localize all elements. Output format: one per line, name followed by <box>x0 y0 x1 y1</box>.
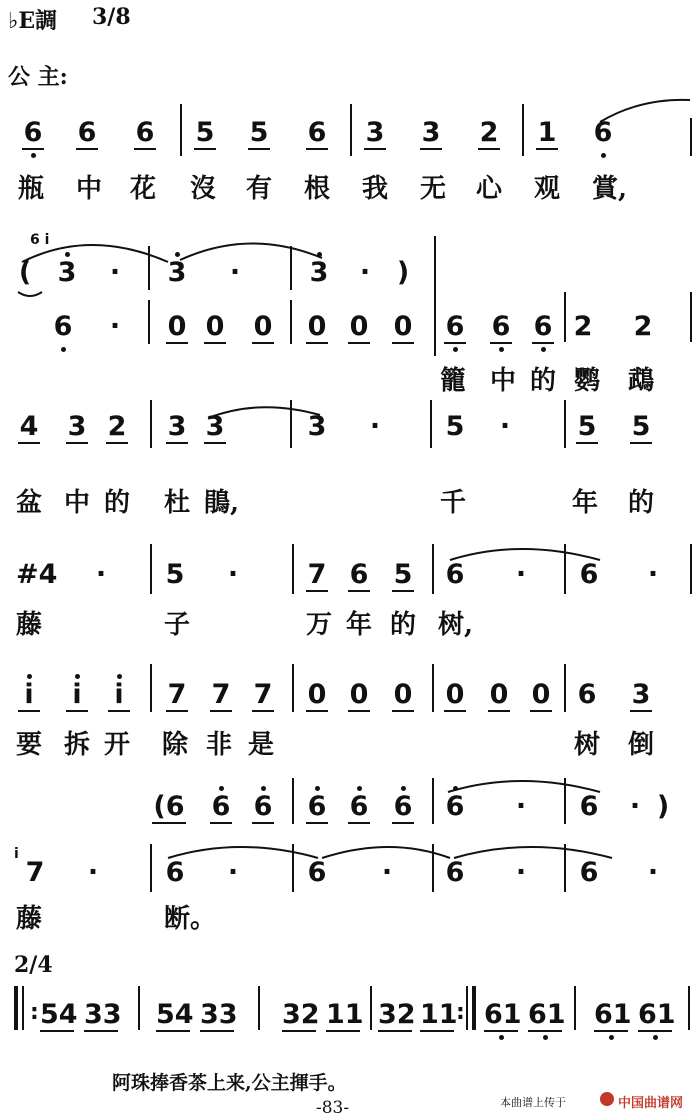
lyric: 藤 <box>16 904 43 934</box>
note: 6 <box>445 311 465 342</box>
key-signature: ♭E調 <box>8 8 58 34</box>
note: · <box>369 411 381 442</box>
note: 6 <box>579 857 599 888</box>
note: 3 <box>365 117 385 148</box>
grace-note: i <box>14 846 19 862</box>
lyric: 瓶 <box>18 174 45 204</box>
footer-uploaded: 本曲谱上传于 <box>500 1096 566 1109</box>
barline <box>292 778 294 824</box>
note: · <box>359 257 371 288</box>
note: 5 <box>249 117 269 148</box>
barline <box>434 236 436 356</box>
note: · <box>515 559 527 590</box>
repeat-start-thick <box>14 986 18 1030</box>
barline <box>564 844 566 892</box>
lyric: 的 <box>104 488 131 518</box>
note: 6 <box>307 857 327 888</box>
note: 61 <box>484 999 522 1030</box>
note: 0 <box>167 311 187 342</box>
barline <box>150 844 152 892</box>
barline <box>138 986 140 1030</box>
note: · <box>647 857 659 888</box>
barline <box>690 292 692 342</box>
lyric: 是 <box>248 730 275 760</box>
note: 11 <box>326 999 364 1030</box>
note: 4 <box>19 411 39 442</box>
lyric: 根 <box>304 174 331 204</box>
lyric: 鵑, <box>204 488 240 518</box>
note: 6 <box>165 857 185 888</box>
note: 5 <box>195 117 215 148</box>
repeat-dots: : <box>456 1000 465 1025</box>
barline <box>290 300 292 344</box>
lyric: 倒 <box>628 730 655 760</box>
note: · <box>227 857 239 888</box>
time-signature: 2/4 <box>14 952 53 978</box>
note: 3 <box>167 411 187 442</box>
note: 11 <box>420 999 458 1030</box>
note: i <box>18 680 40 712</box>
lyric: 中 <box>76 174 103 204</box>
grace-notes: 6 i <box>30 232 50 248</box>
lyric: 树 <box>574 730 601 760</box>
lyric: 树, <box>438 610 474 640</box>
note: 6 <box>445 857 465 888</box>
lyric: 除 <box>162 730 189 760</box>
barline <box>574 986 576 1030</box>
barline <box>350 104 352 156</box>
note: · <box>515 857 527 888</box>
lyric: 鹦 <box>574 366 601 396</box>
lyric: 开 <box>104 730 131 760</box>
note: 0 <box>307 679 327 710</box>
note: 32 <box>282 999 320 1030</box>
note: 6 <box>445 791 465 822</box>
barline <box>432 544 434 594</box>
note: 6 <box>135 117 155 148</box>
note: 6 <box>491 311 511 342</box>
note: 3 <box>167 257 187 288</box>
lyric: 年 <box>572 488 599 518</box>
lyric: 中 <box>490 366 517 396</box>
note: 61 <box>594 999 632 1030</box>
note: 5 <box>393 559 413 590</box>
barline <box>432 844 434 892</box>
barline <box>430 400 432 448</box>
note: · <box>381 857 393 888</box>
lyric: 要 <box>16 730 43 760</box>
lyric: 有 <box>246 174 273 204</box>
barline <box>370 986 372 1030</box>
note: 6 <box>307 791 327 822</box>
repeat-end-thin <box>466 986 468 1030</box>
note: 0 <box>445 679 465 710</box>
note: · <box>227 559 239 590</box>
note: 5 <box>577 411 597 442</box>
lyric: 沒 <box>190 174 217 204</box>
stage-direction: 阿珠捧香茶上来,公主揮手。 <box>112 1072 347 1094</box>
note: 6 <box>53 311 73 342</box>
barline <box>522 104 524 156</box>
note: 7 <box>307 559 327 590</box>
note: 6 <box>77 117 97 148</box>
note: 2 <box>479 117 499 148</box>
lyric: 万 <box>306 610 333 640</box>
note: 0 <box>489 679 509 710</box>
barline <box>150 544 152 594</box>
lyric: 的 <box>530 366 557 396</box>
barline <box>564 544 566 594</box>
note: 6 <box>577 679 597 710</box>
barline <box>148 300 150 344</box>
note: 54 <box>156 999 194 1030</box>
note: 0 <box>531 679 551 710</box>
note: · <box>109 257 121 288</box>
note: 0 <box>393 679 413 710</box>
note: 3 <box>57 257 77 288</box>
lyric: 盆 <box>16 488 43 518</box>
lyric: 年 <box>346 610 373 640</box>
barline <box>564 664 566 712</box>
note: 5 <box>165 559 185 590</box>
barline <box>564 400 566 448</box>
barline <box>150 664 152 712</box>
note: 6 <box>445 559 465 590</box>
note: 3 <box>205 411 225 442</box>
note: 6 <box>253 791 273 822</box>
repeat-end-thick <box>472 986 476 1030</box>
lyric: 鵡 <box>628 366 655 396</box>
barline <box>564 292 566 342</box>
note: 61 <box>638 999 676 1030</box>
lyric: 我 <box>362 174 389 204</box>
note: 1 <box>537 117 557 148</box>
barline <box>564 778 566 824</box>
repeat-dots: : <box>30 1000 39 1025</box>
note: 3 <box>307 411 327 442</box>
note: 7 <box>25 857 45 888</box>
barline <box>292 544 294 594</box>
note: 7 <box>253 679 273 710</box>
barline <box>148 246 150 290</box>
note: · <box>647 559 659 590</box>
note: i <box>66 680 88 712</box>
note: 61 <box>528 999 566 1030</box>
lyric: 的 <box>628 488 655 518</box>
footer-site-link[interactable]: 中国曲谱网 <box>618 1096 684 1111</box>
note: 0 <box>205 311 225 342</box>
lyric: 的 <box>390 610 417 640</box>
barline <box>432 778 434 824</box>
site-logo-icon <box>600 1092 614 1106</box>
barline <box>690 118 692 156</box>
note: · <box>629 791 641 822</box>
barline <box>432 664 434 712</box>
note: 33 <box>200 999 238 1030</box>
note: 7 <box>211 679 231 710</box>
note: 54 <box>40 999 78 1030</box>
note: 6 <box>579 559 599 590</box>
note: 2 <box>633 311 653 342</box>
lyric: 无 <box>420 174 447 204</box>
note: 6 <box>393 791 413 822</box>
note: 5 <box>445 411 465 442</box>
note: 3 <box>631 679 651 710</box>
lyric: 賞, <box>592 174 628 204</box>
note: 0 <box>307 311 327 342</box>
note: 33 <box>84 999 122 1030</box>
note: 6 <box>211 791 231 822</box>
note: #4 <box>16 559 58 590</box>
lyric: 观 <box>534 174 561 204</box>
paren: ( <box>18 257 32 288</box>
note: 6 <box>23 117 43 148</box>
lyric: 花 <box>130 174 157 204</box>
note: 6 <box>349 559 369 590</box>
note: 0 <box>349 679 369 710</box>
note: 0 <box>349 311 369 342</box>
note: 6 <box>579 791 599 822</box>
barline <box>150 400 152 448</box>
note: 6 <box>593 117 613 148</box>
note: 6 <box>349 791 369 822</box>
note: 2 <box>573 311 593 342</box>
note: 3 <box>67 411 87 442</box>
note: · <box>109 311 121 342</box>
barline <box>290 246 292 290</box>
barline <box>258 986 260 1030</box>
note: 32 <box>378 999 416 1030</box>
note: 5 <box>631 411 651 442</box>
paren: ) <box>396 257 410 288</box>
lyric: 中 <box>64 488 91 518</box>
lyric: 拆 <box>64 730 91 760</box>
lyric: 籠 <box>440 366 467 396</box>
note: (6 <box>153 791 185 822</box>
note: · <box>87 857 99 888</box>
lyric: 非 <box>206 730 233 760</box>
note: i <box>108 680 130 712</box>
lyric: 心 <box>476 174 503 204</box>
lyric: 断。 <box>164 904 217 934</box>
note: · <box>95 559 107 590</box>
barline <box>292 844 294 892</box>
barline <box>690 544 692 594</box>
note: 3 <box>421 117 441 148</box>
note: 0 <box>253 311 273 342</box>
note: · <box>499 411 511 442</box>
note: 2 <box>107 411 127 442</box>
note: 7 <box>167 679 187 710</box>
lyric: 千 <box>440 488 467 518</box>
lyric: 子 <box>164 610 191 640</box>
role-label: 公 主: <box>8 64 68 90</box>
note: 6 <box>307 117 327 148</box>
note: 3 <box>309 257 329 288</box>
note: · <box>515 791 527 822</box>
barline <box>292 664 294 712</box>
barline <box>688 986 690 1030</box>
time-signature: 3/8 <box>92 4 131 30</box>
lyric: 藤 <box>16 610 43 640</box>
note: 6 <box>533 311 553 342</box>
note: 0 <box>393 311 413 342</box>
paren: ) <box>656 791 670 822</box>
page-number: -83- <box>316 1098 350 1118</box>
lyric: 杜 <box>164 488 191 518</box>
repeat-start-thin <box>22 986 24 1030</box>
barline <box>290 400 292 448</box>
barline <box>180 104 182 156</box>
note: · <box>229 257 241 288</box>
